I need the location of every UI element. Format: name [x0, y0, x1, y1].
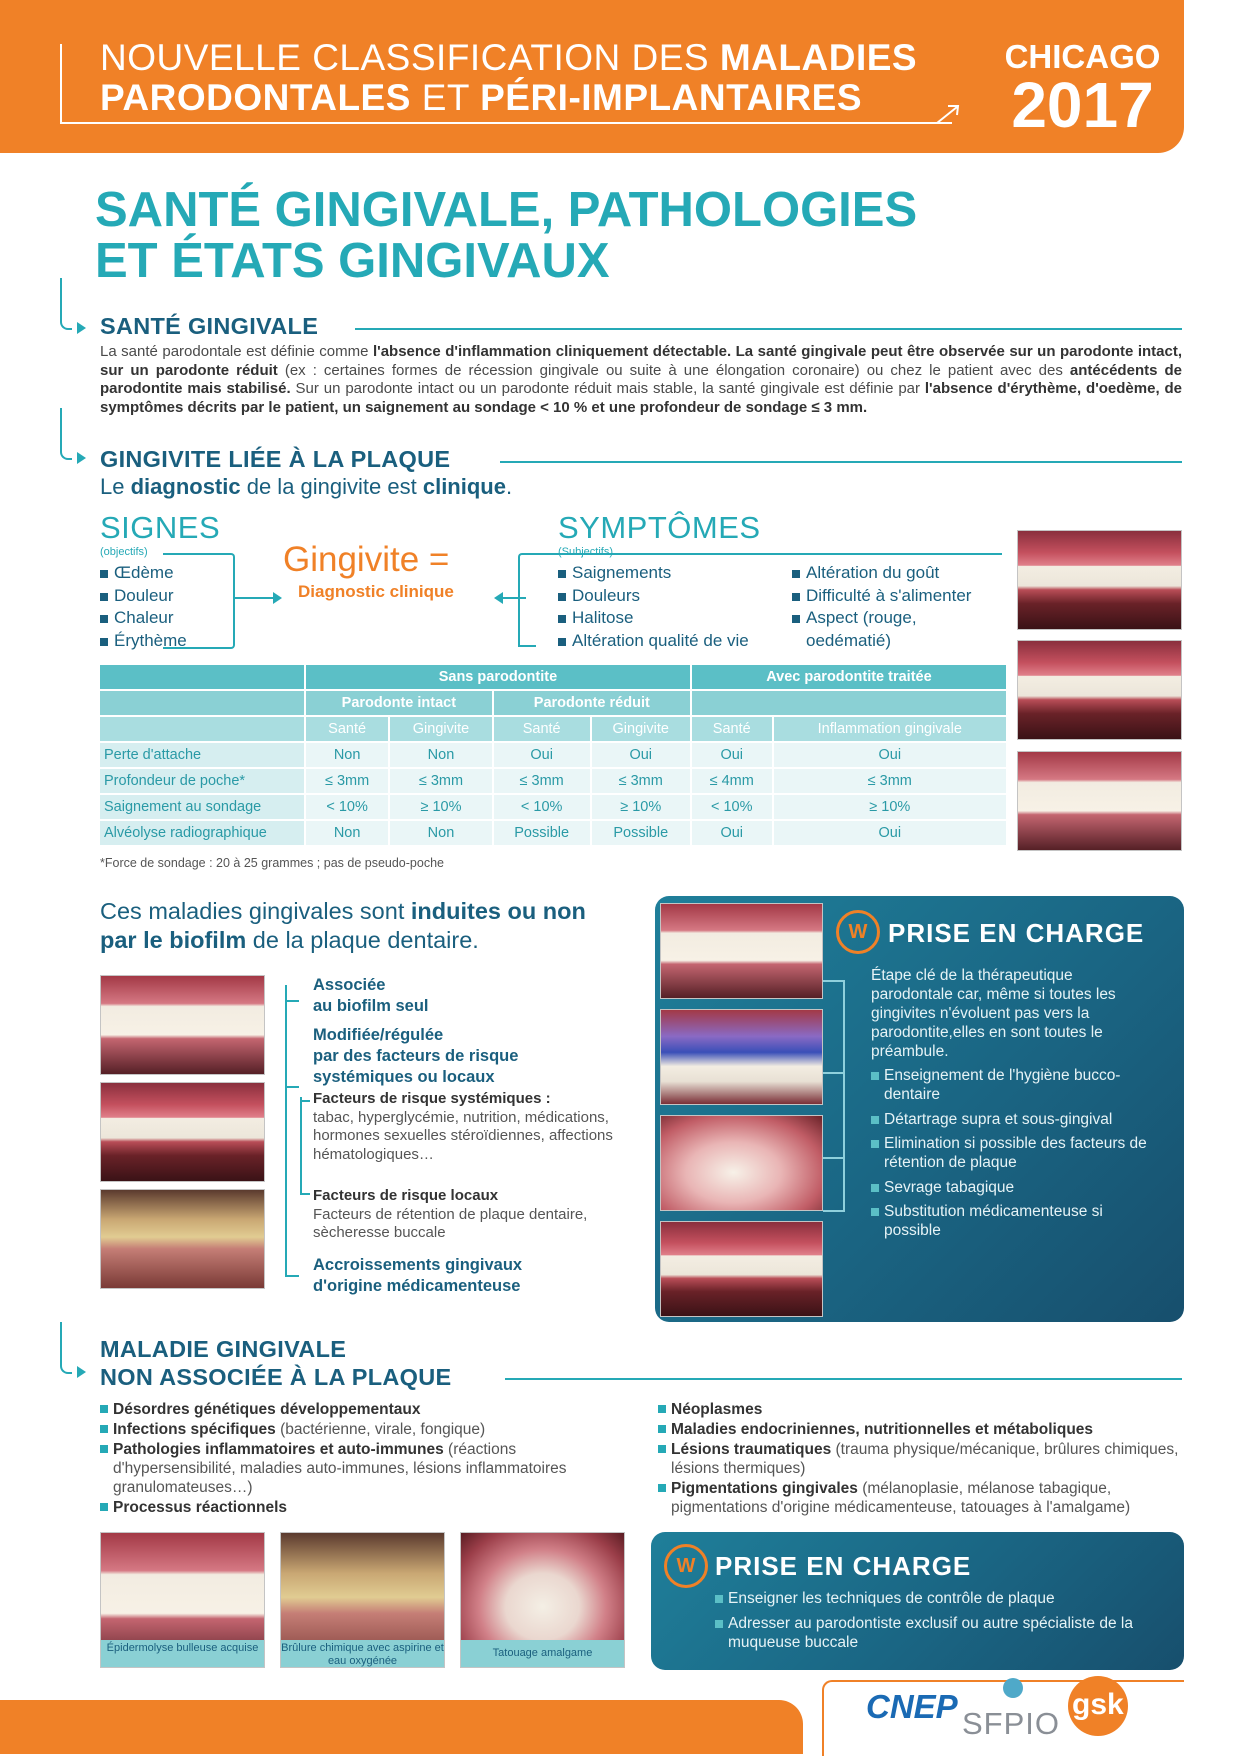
- tree-line: [843, 980, 845, 1210]
- symptomes-title: SYMPTÔMES: [558, 510, 761, 545]
- nonplaque-item: Lésions traumatiques (trauma physique/mécanique, brûlures chimiques, lésions thermiques): [658, 1440, 1182, 1478]
- footer-band: [0, 1700, 803, 1754]
- symptomes-list-2: [792, 562, 1012, 630]
- symptome-item: Douleurs: [558, 585, 788, 608]
- nonplaque-item: Processus réactionnels: [100, 1498, 620, 1517]
- table-cell: Oui: [692, 821, 772, 845]
- signes-item: Œdème: [100, 562, 260, 585]
- section-hook: [60, 278, 72, 330]
- symptome-item-continued: oedématié): [806, 631, 892, 650]
- table-cell: Non: [306, 821, 388, 845]
- header-arrow-icon: [935, 103, 961, 125]
- lesion-caption-1: Épidermolyse bulleuse acquise: [101, 1640, 264, 1667]
- tree-branch: [285, 1086, 299, 1088]
- sfpio-globe-icon: [1003, 1678, 1023, 1698]
- table-cell: ≥ 10%: [390, 795, 492, 819]
- prise-item: Enseignement de l'hygiène bucco-dentaire: [871, 1066, 1161, 1104]
- nonplaque-item: Maladies endocriniennes, nutritionnelles et métaboliques: [658, 1420, 1182, 1439]
- page-title-line1: SANTÉ GINGIVALE, PATHOLOGIES: [95, 183, 918, 237]
- tree-branch: [300, 1193, 310, 1195]
- lesion-caption-2: Brûlure chimique avec aspirine et eau oxygénée: [281, 1642, 444, 1667]
- page-title-line2: ET ÉTATS GINGIVAUX: [95, 234, 610, 288]
- hook-arrow-icon: [77, 452, 86, 464]
- table-cell: ≥ 10%: [774, 795, 1006, 819]
- tree-branch: [285, 1000, 299, 1002]
- prise-en-charge-list: [871, 1066, 1161, 1246]
- table-cell: ≤ 4mm: [692, 769, 772, 793]
- header-year: 2017: [1011, 69, 1154, 141]
- table-footnote: *Force de sondage : 20 à 25 grammes ; pas de pseudo-poche: [100, 856, 444, 870]
- nonplaque-item: Pathologies inflammatoires et auto-immunes (réactions d'hypersensibilité, maladies auto-immunes, lésions inflammatoires granulomateuses…): [100, 1440, 620, 1497]
- plaque-subtitle: Le diagnostic de la gingivite est clinique.: [100, 474, 513, 499]
- table-col-header: Santé: [306, 717, 388, 741]
- section-hook: [60, 1322, 72, 1374]
- treatment-photo-2: [660, 1009, 823, 1105]
- section-rule: [500, 461, 1182, 463]
- cnep-logo: CNEP: [866, 1688, 958, 1725]
- tree-branch: [823, 1210, 845, 1212]
- biofilm-photo-3: [100, 1189, 265, 1289]
- section-heading-sante: SANTÉ GINGIVALE: [100, 313, 319, 339]
- treatment-photo-3: [660, 1115, 823, 1211]
- table-cell: ≤ 3mm: [592, 769, 690, 793]
- arrow-right-icon: [273, 592, 282, 604]
- table-cell: ≥ 10%: [592, 795, 690, 819]
- table-cell: ≤ 3mm: [494, 769, 590, 793]
- symptomes-list-1: [558, 562, 788, 652]
- prise-item: Enseigner les techniques de contrôle de plaque: [715, 1589, 1155, 1608]
- section-hook: [60, 408, 72, 460]
- gingivite-diagnostic: Diagnostic clinique: [298, 582, 454, 601]
- symptome-item: Difficulté à s'alimenter: [792, 585, 1012, 608]
- symptome-item: Saignements: [558, 562, 788, 585]
- sfpio-logo: SFPIO: [962, 1706, 1061, 1741]
- table-cell: < 10%: [494, 795, 590, 819]
- induced-item-1: Associée au biofilm seul: [313, 976, 429, 1015]
- table-row-label: Perte d'attache: [100, 743, 304, 767]
- table-cell: ≤ 3mm: [306, 769, 388, 793]
- table-cell: Oui: [494, 743, 590, 767]
- table-col-header: Santé: [692, 717, 772, 741]
- biofilm-title: Ces maladies gingivales sont induites ou non par le biofilm de la plaque dentaire.: [100, 898, 586, 953]
- table-col-header: Santé: [494, 717, 590, 741]
- symptome-item: Aspect (rouge,: [792, 607, 1012, 630]
- table-cell: Possible: [592, 821, 690, 845]
- arrow-left-icon: [494, 592, 503, 604]
- table-col-header: Gingivite: [390, 717, 492, 741]
- table-header-avec: Avec parodontite traitée: [692, 665, 1006, 689]
- tooth-icon: W: [836, 910, 880, 954]
- treatment-photo-4: [660, 1221, 823, 1317]
- table-row: [100, 769, 1006, 793]
- table-cell: Oui: [774, 821, 1006, 845]
- tree-line: [300, 1097, 302, 1195]
- symptome-item: Altération du goût: [792, 562, 1012, 585]
- signes-subtitle: (objectifs): [100, 546, 148, 558]
- prise-item: Substitution médicamenteuse si possible: [871, 1202, 1161, 1240]
- lesion-caption-3: Tatouage amalgame: [461, 1640, 624, 1667]
- section-rule: [505, 1378, 1182, 1380]
- connector: [234, 597, 274, 599]
- symptome-item: Altération qualité de vie: [558, 630, 788, 653]
- gingivitis-photo-3: [1017, 751, 1182, 851]
- tree-line: [285, 985, 287, 1277]
- table-cell: Oui: [774, 743, 1006, 767]
- prise-en-charge-intro: Étape clé de la thérapeutique parodontale car, même si toutes les gingivites n'évoluent pas vers la parodontite,elles en sont toutes le préambule.: [871, 967, 1116, 1060]
- prise-en-charge-list-2: [715, 1589, 1155, 1657]
- tree-branch: [823, 980, 845, 982]
- section-heading-nonplaque-2: NON ASSOCIÉE À LA PLAQUE: [100, 1364, 452, 1390]
- prise-item: Sevrage tabagique: [871, 1178, 1161, 1197]
- table-cell: Possible: [494, 821, 590, 845]
- hook-arrow-icon: [77, 1366, 86, 1378]
- table-col-header: Gingivite: [592, 717, 690, 741]
- table-cell: < 10%: [692, 795, 772, 819]
- prise-item: Adresser au parodontiste exclusif ou autre spécialiste de la muqueuse buccale: [715, 1614, 1155, 1652]
- signes-title: SIGNES: [100, 510, 221, 545]
- tree-branch: [823, 1157, 845, 1159]
- systemic-risk: Facteurs de risque systémiques : tabac, hyperglycémie, nutrition, médications, hormones sexuelles stéroïdiennes, affections hématologiques…: [313, 1090, 613, 1164]
- table-header-row: [100, 665, 1006, 689]
- table-row-label: Alvéolyse radiographique: [100, 821, 304, 845]
- table-header-sans: Sans parodontite: [306, 665, 690, 689]
- table-cell: Non: [306, 743, 388, 767]
- nonplaque-item: Infections spécifiques (bactérienne, virale, fongique): [100, 1420, 620, 1439]
- biofilm-photo-2: [100, 1082, 265, 1182]
- tooth-icon: W: [664, 1544, 708, 1588]
- tree-branch: [300, 1100, 310, 1102]
- nonplaque-list-right: [658, 1400, 1182, 1518]
- table-header-reduit: Parodonte réduit: [494, 691, 690, 715]
- sante-paragraph: La santé parodontale est définie comme l'absence d'inflammation cliniquement détectable. La santé gingivale peut être observée sur un parodonte intact, sur un parodonte réduit (ex : certaines formes de récession gingivale ou suite à une élongation coronaire) ou chez le patient avec des antécédents de parodontite mais stabilisé. Sur un parodonte intact ou un parodonte réduit mais stable, la santé gingivale est définie par l'absence d'érythème, d'oedème, de symptômes décrits par le patient, un saignement au sondage < 10 % et une profondeur de sondage ≤ 3 mm.: [100, 343, 1182, 416]
- section-heading-nonplaque-1: MALADIE GINGIVALE: [100, 1336, 347, 1362]
- prise-en-charge-title-2: PRISE EN CHARGE: [715, 1551, 972, 1581]
- biofilm-photo-1: [100, 975, 265, 1075]
- nonplaque-item: Pigmentations gingivales (mélanoplasie, mélanose tabagique, pigmentations d'origine médicamenteuse, tatouages à l'amalgame): [658, 1479, 1182, 1517]
- header-title-line2: PARODONTALES ET PÉRI-IMPLANTAIRES: [100, 77, 863, 118]
- gsk-logo: gsk: [1072, 1688, 1124, 1721]
- nonplaque-item: Néoplasmes: [658, 1400, 1182, 1419]
- prise-item: Détartrage supra et sous-gingival: [871, 1110, 1161, 1129]
- table-row-label: Profondeur de poche*: [100, 769, 304, 793]
- table-cell: Oui: [592, 743, 690, 767]
- table-row-label: Saignement au sondage: [100, 795, 304, 819]
- table-header-intact: Parodonte intact: [306, 691, 492, 715]
- nonplaque-item: Désordres génétiques développementaux: [100, 1400, 620, 1419]
- header-title-line1: NOUVELLE CLASSIFICATION DES MALADIES: [100, 37, 918, 78]
- prise-en-charge-title: PRISE EN CHARGE: [888, 918, 1145, 948]
- table-cell: < 10%: [306, 795, 388, 819]
- signes-bracket: [163, 553, 235, 649]
- diagnosis-table: [98, 663, 1008, 847]
- table-row: [100, 795, 1006, 819]
- table-cell: Non: [390, 743, 492, 767]
- section-heading-plaque: GINGIVITE LIÉE À LA PLAQUE: [100, 446, 451, 472]
- signes-item: Érythème: [100, 630, 260, 653]
- symptome-item: Halitose: [558, 607, 788, 630]
- symptomes-bracket-lower: [518, 597, 536, 647]
- table-row: [100, 743, 1006, 767]
- gingivite-equation: Gingivite =: [283, 540, 450, 579]
- induced-item-3: Accroissements gingivaux d'origine médicamenteuse: [313, 1256, 523, 1295]
- table-cell: Oui: [692, 743, 772, 767]
- hook-arrow-icon: [77, 322, 86, 334]
- signes-item: Chaleur: [100, 607, 260, 630]
- gingivitis-photo-1: [1017, 530, 1182, 630]
- table-cell: Non: [390, 821, 492, 845]
- table-cell: ≤ 3mm: [390, 769, 492, 793]
- nonplaque-list-left: [100, 1400, 620, 1518]
- section-rule: [355, 328, 1182, 330]
- gingivitis-photo-2: [1017, 640, 1182, 740]
- table-col-header: Inflammation gingivale: [774, 717, 1006, 741]
- table-header-row: [100, 691, 1006, 715]
- local-risk: Facteurs de risque locaux Facteurs de rétention de plaque dentaire, sècheresse buccale: [313, 1187, 588, 1242]
- signes-item: Douleur: [100, 585, 260, 608]
- prise-item: Elimination si possible des facteurs de rétention de plaque: [871, 1134, 1161, 1172]
- table-cell: ≤ 3mm: [774, 769, 1006, 793]
- induced-item-2: Modifiée/régulée par des facteurs de risque systémiques ou locaux: [313, 1026, 519, 1086]
- treatment-photo-1: [660, 903, 823, 999]
- table-header-row: [100, 717, 1006, 741]
- symptomes-subtitle: (Subjectifs): [558, 546, 614, 558]
- tree-branch: [285, 1275, 299, 1277]
- tree-branch: [823, 1072, 845, 1074]
- table-row: [100, 821, 1006, 845]
- header-city: CHICAGO: [1004, 38, 1161, 75]
